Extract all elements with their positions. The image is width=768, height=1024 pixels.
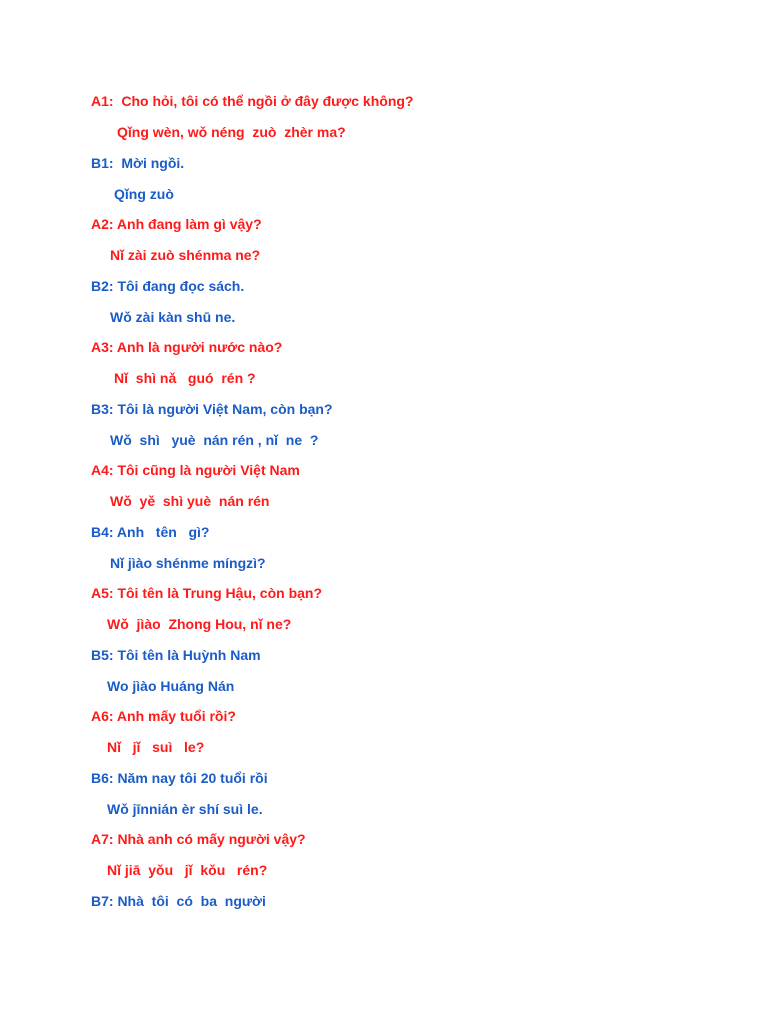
dialogue-line-b1-pinyin: Qǐng zuò bbox=[114, 186, 174, 202]
dialogue-line-b4-vi: B4: Anh tên gì? bbox=[91, 524, 210, 540]
dialogue-line-a4-vi: A4: Tôi cũng là người Việt Nam bbox=[91, 462, 300, 478]
dialogue-line-a2-vi: A2: Anh đang làm gì vậy? bbox=[91, 216, 262, 232]
dialogue-line-a3-vi: A3: Anh là người nước nào? bbox=[91, 339, 283, 355]
dialogue-line-b1-vi: B1: Mời ngồi. bbox=[91, 155, 185, 171]
dialogue-line-a7-vi: A7: Nhà anh có mấy người vậy? bbox=[91, 831, 306, 847]
dialogue-line-a5-pinyin: Wǒ jìào Zhong Hou, nǐ ne? bbox=[107, 616, 292, 632]
dialogue-line-a1-pinyin: Qǐng wèn, wǒ néng zuò zhèr ma? bbox=[117, 124, 346, 140]
dialogue-line-b6-pinyin: Wǒ jīnnián èr shí suì le. bbox=[107, 801, 263, 817]
dialogue-line-b3-vi: B3: Tôi là người Việt Nam, còn bạn? bbox=[91, 401, 333, 417]
dialogue-line-b2-pinyin: Wǒ zài kàn shū ne. bbox=[110, 309, 236, 325]
dialogue-line-a6-pinyin: Nǐ jǐ suì le? bbox=[107, 739, 205, 755]
dialogue-line-a7-pinyin: Nǐ jiā yǒu jǐ kǒu rén? bbox=[107, 862, 268, 878]
dialogue-line-a5-vi: A5: Tôi tên là Trung Hậu, còn bạn? bbox=[91, 585, 323, 601]
dialogue-line-a2-pinyin: Nǐ zài zuò shénma ne? bbox=[110, 247, 261, 263]
dialogue-line-a6-vi: A6: Anh mấy tuổi rồi? bbox=[91, 708, 236, 724]
dialogue-line-b5-vi: B5: Tôi tên là Huỳnh Nam bbox=[91, 647, 261, 663]
dialogue-line-b4-pinyin: Nǐ jìào shénme míngzì? bbox=[110, 555, 266, 571]
dialogue-line-a1-vi: A1: Cho hỏi, tôi có thể ngồi ở đây được không? bbox=[91, 93, 414, 109]
dialogue-line-b5-pinyin: Wo jìào Huáng Nán bbox=[107, 678, 235, 694]
dialogue-line-a3-pinyin: Nǐ shì nǎ guó rén ? bbox=[114, 370, 256, 386]
dialogue-line-b7-vi: B7: Nhà tôi có ba người bbox=[91, 893, 266, 909]
dialogue-line-b6-vi: B6: Năm nay tôi 20 tuổi rồi bbox=[91, 770, 268, 786]
dialogue-line-b3-pinyin: Wǒ shì yuè nán rén , nǐ ne ? bbox=[110, 432, 319, 448]
dialogue-line-b2-vi: B2: Tôi đang đọc sách. bbox=[91, 278, 245, 294]
dialogue-line-a4-pinyin: Wǒ yě shì yuè nán rén bbox=[110, 493, 270, 509]
